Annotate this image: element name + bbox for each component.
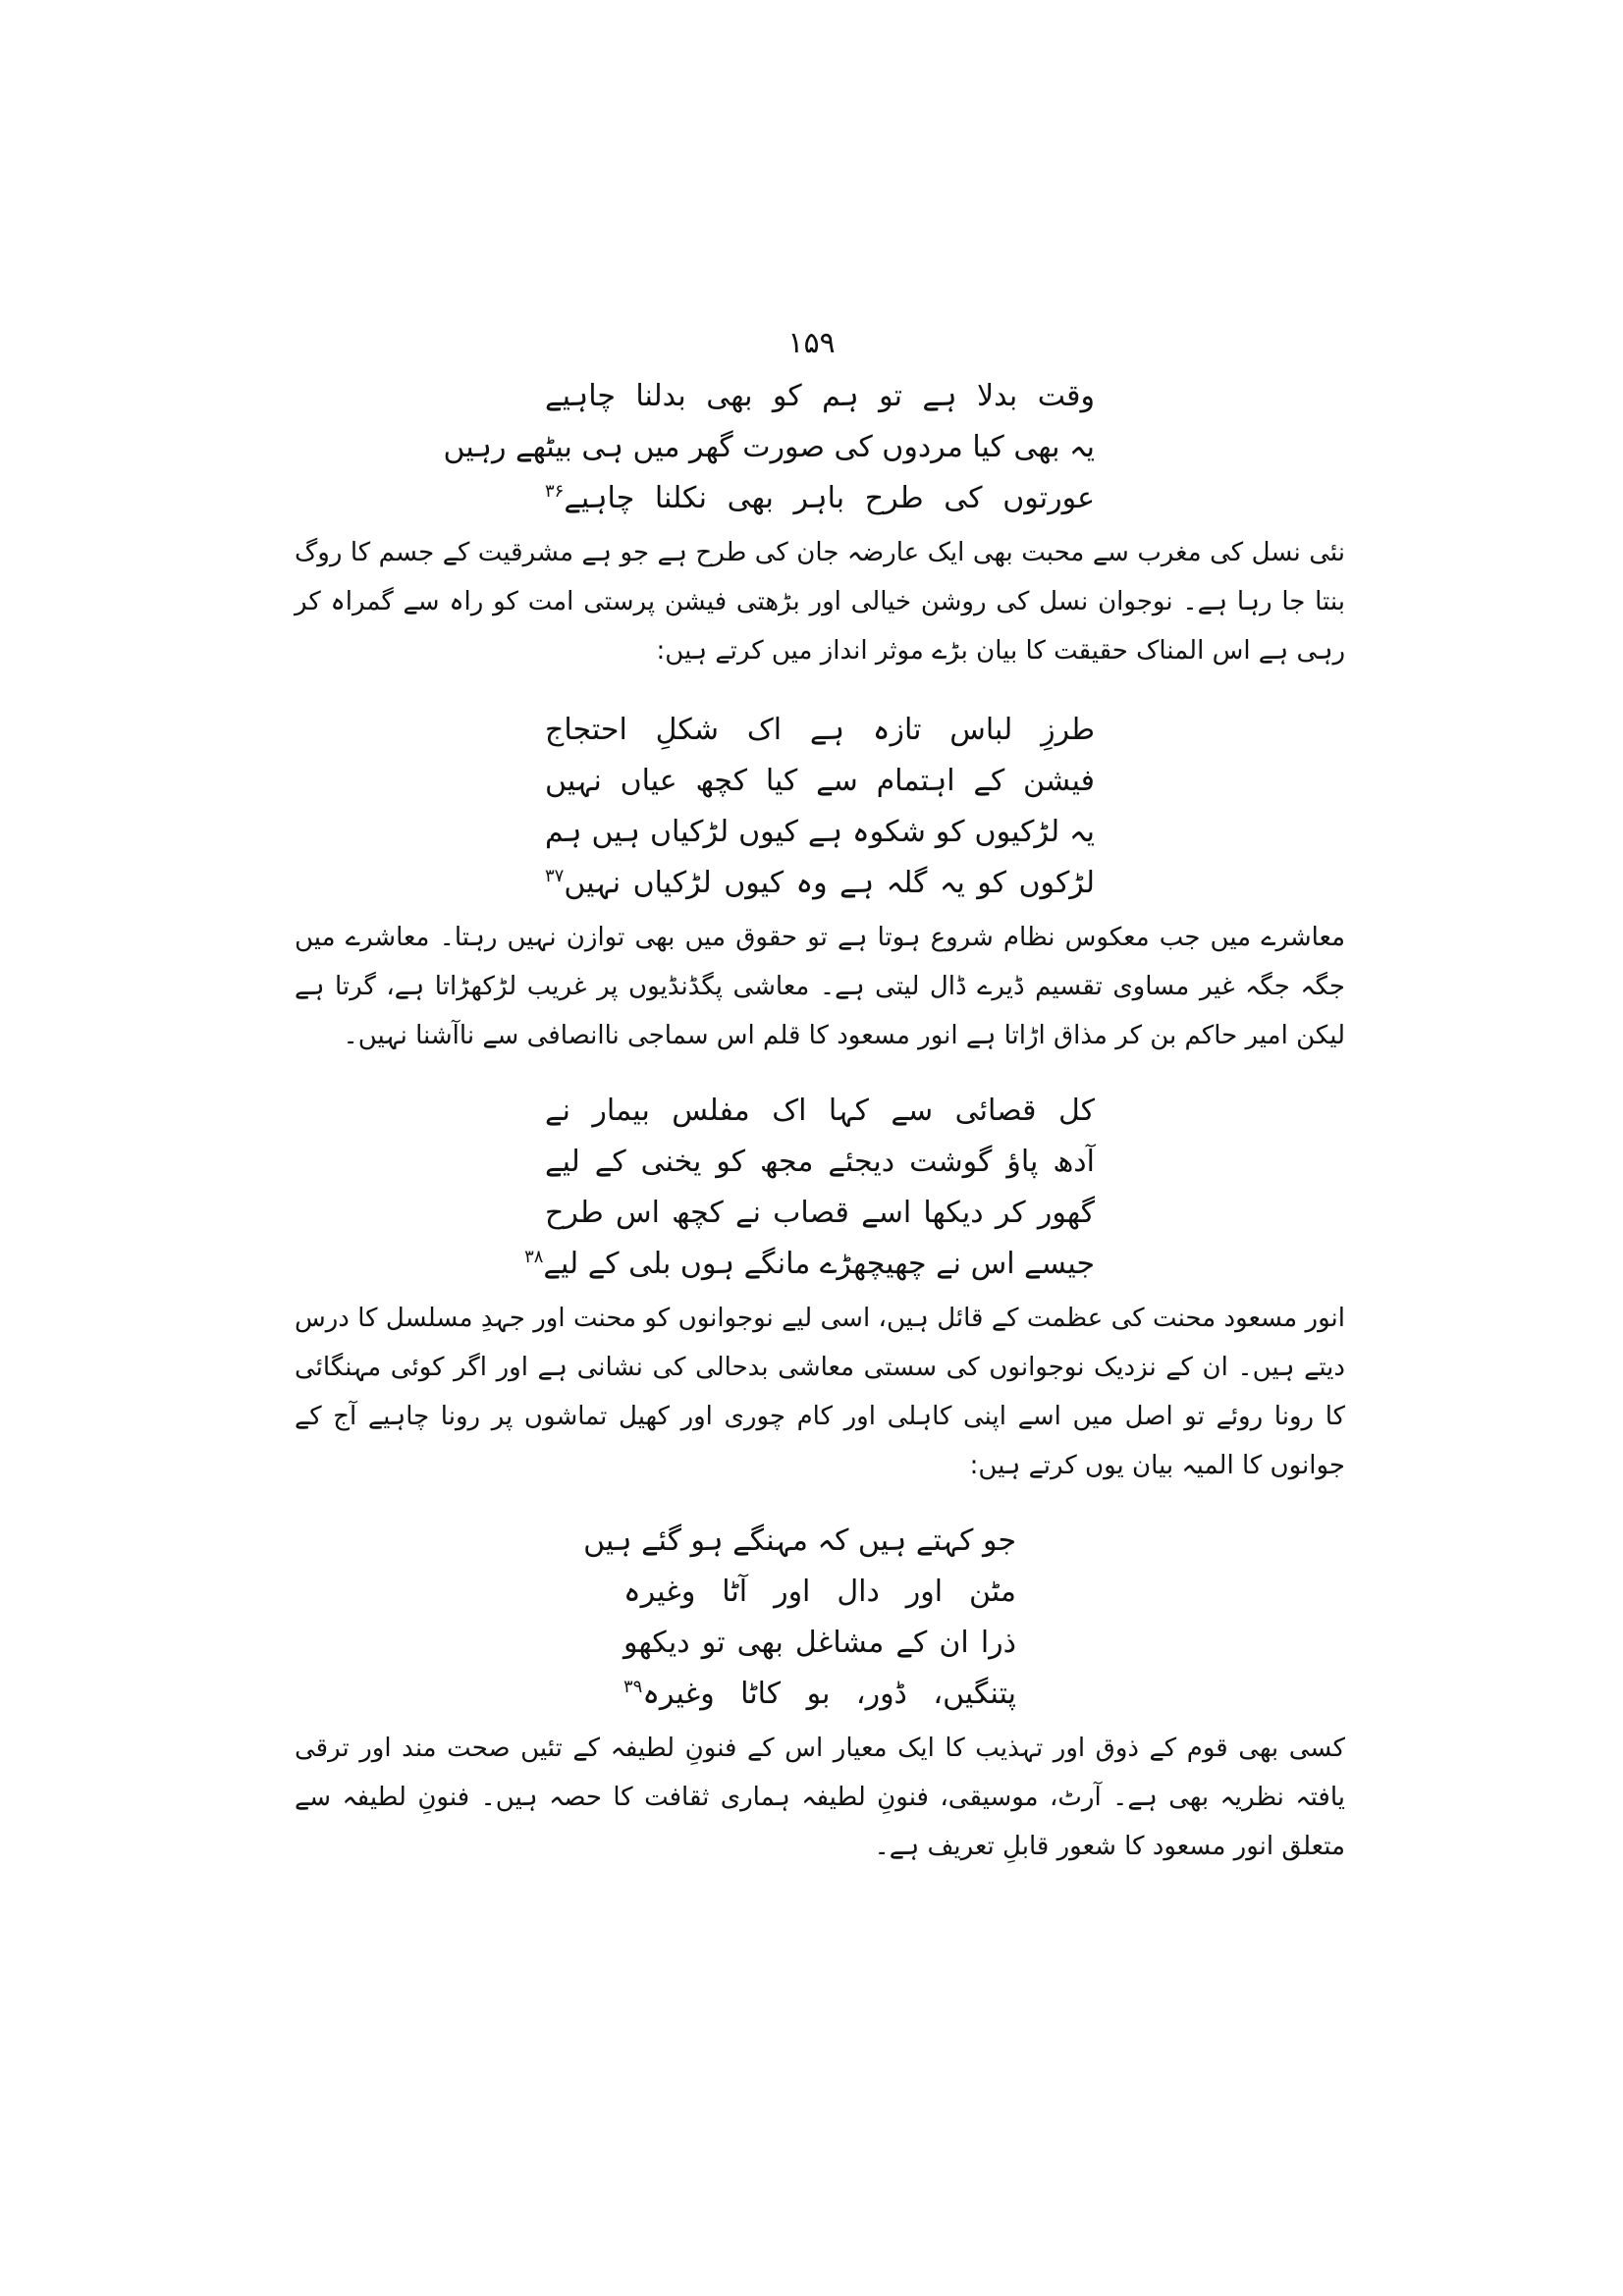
verse-stanza-2 bbox=[545, 705, 1095, 909]
paragraph-3: انور مسعود محنت کی عظمت کے قائل ہیں، اسی لیے نوجوانوں کو محنت اور جہدِ مسلسل کا درس دیتے ہیں۔ ان کے نزدیک نوجوانوں کی سستی معاشی بدحالی کی نشانی ہے اور اگر کوئی مہنگائی کا رونا روئے تو اصل میں اسے اپنی کاہلی اور کام چوری اور کھیل تماشوں پر رونا چاہیے آج کے جوانوں کا المیہ بیان یوں کرتے ہیں: bbox=[295, 1304, 1345, 1480]
verse-line: گھور کر دیکھا اسے قصاب نے کچھ اس طرح bbox=[545, 1196, 1095, 1230]
verse-line-with-footnote bbox=[545, 858, 1095, 909]
verse-line: یہ لڑکیوں کو شکوہ ہے کیوں لڑکیاں ہیں ہم bbox=[545, 815, 1095, 849]
verse-line: آدھ پاؤ گوشت دیجئے مجھ کو یخنی کے لیے bbox=[545, 1145, 1095, 1179]
footnote-marker: ۳۸ bbox=[524, 1247, 544, 1267]
verse-line: مٹن اور دال اور آٹا وغیرہ bbox=[623, 1575, 1016, 1609]
page-number: ۱۵۹ bbox=[787, 326, 836, 360]
verse-line: یہ بھی کیا مردوں کی صورت گھر میں ہی بیٹھے رہیں bbox=[443, 430, 1095, 464]
verse-stanza-3 bbox=[524, 1086, 1095, 1290]
verse-line: طرزِ لباس تازہ ہے اک شکلِ احتجاج bbox=[545, 713, 1095, 747]
verse-line: جو کہتے ہیں کہ مہنگے ہو گئے ہیں bbox=[583, 1523, 1016, 1558]
footnote-marker: ۳۶ bbox=[545, 481, 565, 502]
paragraph-4: کسی بھی قوم کے ذوق اور تہذیب کا ایک معیار اس کے فنونِ لطیفہ کے تئیں صحت مند اور ترقی یافتہ نظریہ بھی ہے۔ آرٹ، موسیقی، فنونِ لطیفہ ہماری ثقافت کا حصہ ہیں۔ فنونِ لطیفہ سے متعلق انور مسعود کا شعور قابلِ تعریف ہے۔ bbox=[295, 1734, 1345, 1861]
footnote-marker: ۳۹ bbox=[623, 1677, 643, 1697]
verse-line: فیشن کے اہتمام سے کیا کچھ عیاں نہیں bbox=[545, 764, 1095, 798]
verse-line-text: جیسے اس نے چھیچھڑے مانگے ہوں بلی کے لیے bbox=[543, 1247, 1095, 1281]
verse-line: کل قصائی سے کہا اک مفلس بیمار نے bbox=[545, 1094, 1095, 1128]
paragraph-2: معاشرے میں جب معکوس نظام شروع ہوتا ہے تو حقوق میں بھی توازن نہیں رہتا۔ معاشرے میں جگہ جگہ غیر مساوی تقسیم ڈیرے ڈال لیتی ہے۔ معاشی پگڈنڈیوں پر غریب لڑکھڑاتا ہے، گرتا ہے لیکن امیر حاکم بن کر مذاق اڑاتا ہے انور مسعود کا قلم اس سماجی ناانصافی سے ناآشنا نہیں۔ bbox=[295, 923, 1345, 1050]
verse-line: ذرا ان کے مشاغل بھی تو دیکھو bbox=[623, 1626, 1016, 1660]
verse-line-with-footnote bbox=[524, 1239, 1095, 1290]
paragraph-1: نئی نسل کی مغرب سے محبت بھی ایک عارضہ جان کی طرح ہے جو ہے مشرقیت کے جسم کا روگ بنتا جا رہا ہے۔ نوجوان نسل کی روشن خیالی اور بڑھتی فیشن پرستی امت کو راہ سے گمراہ کر رہی ہے اس المناک حقیقت کا بیان بڑے موثر انداز میں کرتے ہیں: bbox=[295, 538, 1345, 666]
verse-line-with-footnote bbox=[545, 473, 1095, 524]
verse-line-with-footnote bbox=[623, 1669, 1016, 1720]
verse-line-text: عورتوں کی طرح باہر بھی نکلنا چاہیے bbox=[564, 481, 1095, 515]
verse-line-text: پتنگیں، ڈور، بو کاٹا وغیرہ bbox=[642, 1677, 1016, 1711]
verse-stanza-4 bbox=[583, 1516, 1016, 1720]
verse-line: وقت بدلا ہے تو ہم کو بھی بدلنا چاہیے bbox=[545, 379, 1095, 413]
page-content bbox=[295, 371, 1345, 1871]
verse-stanza-1 bbox=[443, 371, 1095, 524]
verse-line-text: لڑکوں کو یہ گلہ ہے وہ کیوں لڑکیاں نہیں bbox=[564, 866, 1095, 900]
footnote-marker: ۳۷ bbox=[545, 866, 565, 886]
